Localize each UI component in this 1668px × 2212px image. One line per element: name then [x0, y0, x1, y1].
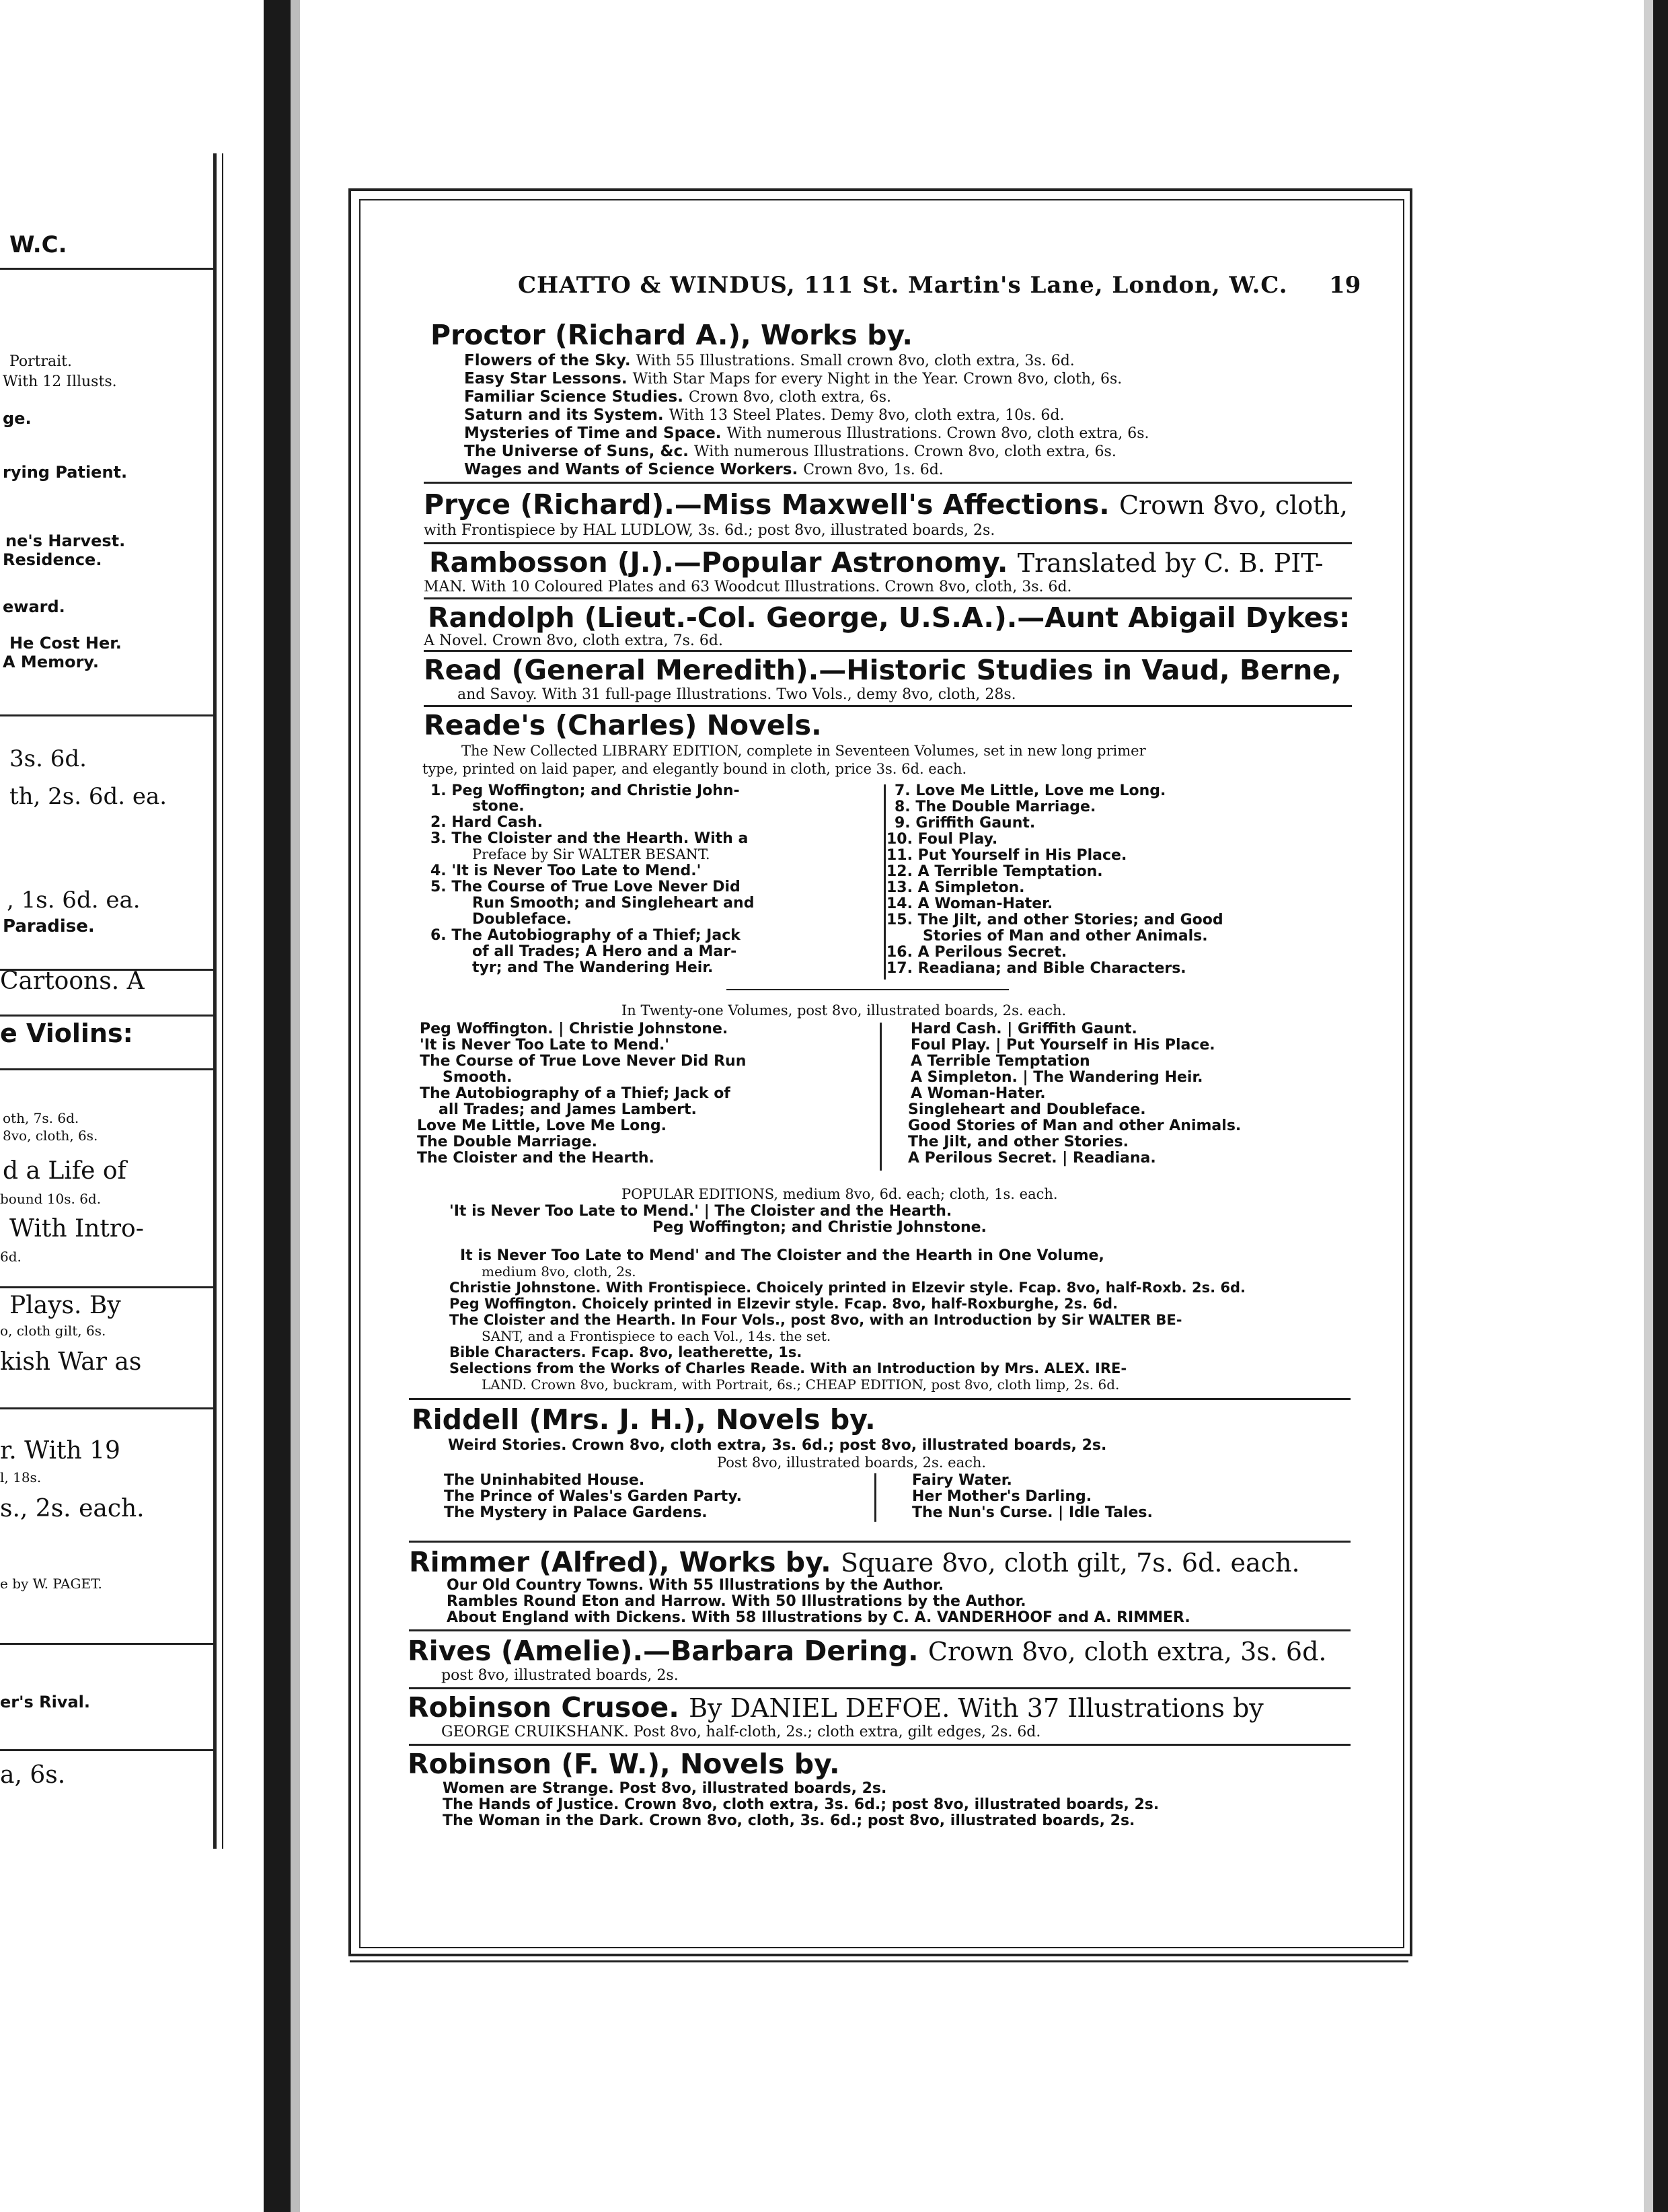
left-page-line: Plays. By: [9, 1292, 121, 1319]
popular-edition-title: 'It is Never Too Late to Mend.' | The Cloister and the Hearth.: [449, 1203, 952, 1220]
running-head: CHATTO & WINDUS, 111 St. Martin's Lane, London, W.C.: [518, 272, 1288, 299]
entry-heading-robinson: Robinson (F. W.), Novels by.: [408, 1748, 840, 1780]
section-rule: [424, 705, 1352, 707]
library-volume: Run Smooth; and Singleheart and: [472, 895, 755, 912]
section-rule: [409, 1541, 1351, 1543]
edition-line: The Cloister and the Hearth. In Four Vols., post 8vo, with an Introduction by Sir WALTER BE-: [449, 1312, 1182, 1328]
entry-heading-randolph: Randolph (Lieut.-Col. George, U.S.A.).—Aunt Abigail Dykes:: [428, 601, 1351, 634]
entry-heading-read: Read (General Meredith).—Historic Studies in Vaud, Berne,: [424, 654, 1342, 686]
book-description: With numerous Illustrations. Crown 8vo, cloth extra, 6s.: [726, 425, 1149, 442]
left-page-line: ne's Harvest.: [5, 531, 126, 550]
entry-details: Translated by C. B. PIT-: [1017, 548, 1324, 578]
edition-line: Selections from the Works of Charles Reade. With an Introduction by Mrs. ALEX. IRE-: [449, 1360, 1127, 1376]
edition-title: Singleheart and Doubleface.: [908, 1101, 1146, 1118]
library-volume: 12. A Terrible Temptation.: [886, 863, 1103, 880]
book-title: The Universe of Suns, &c.: [464, 443, 689, 460]
book-line: Our Old Country Towns. With 55 Illustrations by the Author.: [447, 1577, 944, 1594]
book-title: Her Mother's Darling.: [912, 1488, 1092, 1505]
book-description: With 55 Illustrations. Small crown 8vo, cloth extra, 3s. 6d.: [636, 353, 1075, 369]
section-rule: [424, 542, 1352, 544]
book-line: [464, 352, 1075, 369]
left-page-line: a, 6s.: [0, 1761, 66, 1789]
left-page-line: 8vo, cloth, 6s.: [3, 1128, 98, 1144]
book-title: Wages and Wants of Science Workers.: [464, 461, 798, 478]
left-page-line: Cartoons. A: [0, 967, 145, 995]
popular-editions-heading: POPULAR EDITIONS, medium 8vo, 6d. each; cloth, 1s. each.: [621, 1186, 1058, 1202]
left-page-line: r. With 19: [0, 1437, 120, 1465]
library-volume: 15. The Jilt, and other Stories; and Good: [886, 912, 1223, 928]
edition-line: medium 8vo, cloth, 2s.: [482, 1263, 636, 1280]
library-volume: 17. Readiana; and Bible Characters.: [886, 960, 1186, 977]
book-line: [464, 406, 1064, 424]
entry-details: By DANIEL DEFOE. With 37 Illustrations by: [689, 1693, 1264, 1723]
entry-name: Pryce (Richard).—Miss Maxwell's Affections.: [424, 488, 1110, 521]
book-title: Familiar Science Studies.: [464, 388, 683, 406]
left-page-line: ge.: [3, 409, 32, 428]
left-page-line: e by W. PAGET.: [0, 1576, 102, 1592]
book-line: The Woman in the Dark. Crown 8vo, cloth, 3s. 6d.; post 8vo, illustrated boards, 2s.: [443, 1812, 1135, 1829]
entry-details-line: GEORGE CRUIKSHANK. Post 8vo, half-cloth, 2s.; cloth extra, gilt edges, 2s. 6d.: [441, 1724, 1041, 1740]
entry-heading-rimmer: [409, 1546, 1300, 1578]
book-line: About England with Dickens. With 58 Illustrations by C. A. VANDERHOOF and A. RIMMER.: [447, 1609, 1190, 1626]
entry-heading-pryce: [424, 488, 1348, 521]
popular-edition-title: Peg Woffington; and Christie Johnstone.: [652, 1219, 987, 1236]
left-page-line: oth, 7s. 6d.: [3, 1110, 79, 1126]
edition-title: A Perilous Secret. | Readiana.: [908, 1150, 1156, 1167]
edition-line: Bible Characters. Fcap. 8vo, leatherette, 1s.: [449, 1344, 802, 1360]
edition-title: all Trades; and James Lambert.: [439, 1101, 697, 1118]
column-divider: [880, 1023, 882, 1171]
entry-intro: type, printed on laid paper, and elegantly bound in cloth, price 3s. 6d. each.: [422, 761, 967, 777]
edition-line: Christie Johnstone. With Frontispiece. Choicely printed in Elzevir style. Fcap. 8vo, half-Roxb. 2s. 6d.: [449, 1280, 1246, 1296]
left-page-line: Residence.: [3, 550, 102, 569]
column-divider: [874, 1473, 876, 1522]
short-rule: [726, 989, 1009, 990]
entry-name: Rives (Amelie).—Barbara Dering.: [408, 1635, 919, 1667]
edition-line: Peg Woffington. Choicely printed in Elzevir style. Fcap. 8vo, half-Roxburghe, 2s. 6d.: [449, 1296, 1119, 1312]
left-page-line: 3s. 6d.: [9, 745, 87, 772]
entry-heading-reade: Reade's (Charles) Novels.: [424, 709, 822, 741]
left-page-line: bound 10s. 6d.: [0, 1191, 102, 1207]
library-volume: Stories of Man and other Animals.: [923, 928, 1208, 945]
book-description: With Star Maps for every Night in the Year. Crown 8vo, cloth, 6s.: [632, 371, 1123, 388]
entry-name: Rambosson (J.).—Popular Astronomy.: [429, 546, 1008, 579]
edition-line: SANT, and a Frontispiece to each Vol., 14s. the set.: [482, 1328, 831, 1344]
library-volume: 4. 'It is Never Too Late to Mend.': [430, 862, 702, 879]
book-line: Women are Strange. Post 8vo, illustrated boards, 2s.: [443, 1780, 887, 1797]
entry-name: Rimmer (Alfred), Works by.: [409, 1546, 831, 1578]
book-title: The Prince of Wales's Garden Party.: [444, 1488, 742, 1505]
edition-title: A Terrible Temptation: [911, 1053, 1090, 1070]
column-divider: [884, 784, 886, 980]
left-page-line: e Violins:: [0, 1019, 133, 1048]
entry-details: Square 8vo, cloth gilt, 7s. 6d. each.: [840, 1548, 1300, 1578]
left-page-line: With Intro-: [9, 1215, 144, 1243]
book-line: [464, 370, 1122, 388]
left-page-line: He Cost Her.: [9, 634, 122, 653]
entry-name: Robinson Crusoe.: [408, 1691, 679, 1724]
edition-title: The Course of True Love Never Did Run: [420, 1053, 747, 1070]
book-title: Fairy Water.: [912, 1472, 1012, 1489]
left-page-line: eward.: [3, 597, 65, 616]
left-page-line: er's Rival.: [0, 1693, 90, 1711]
left-page-line: 6d.: [0, 1249, 22, 1265]
left-page-line: With 12 Illusts.: [3, 373, 117, 390]
edition-title: The Double Marriage.: [417, 1134, 598, 1150]
library-volume: 14. A Woman-Hater.: [886, 895, 1053, 912]
left-page-line: Paradise.: [3, 916, 95, 936]
edition-line: LAND. Crown 8vo, buckram, with Portrait, 6s.; CHEAP EDITION, post 8vo, cloth limp, 2s. 6d.: [482, 1376, 1120, 1393]
library-volume: of all Trades; A Hero and a Mar-: [472, 943, 737, 960]
edition-title: A Woman-Hater.: [911, 1085, 1046, 1102]
book-title: The Nun's Curse. | Idle Tales.: [912, 1504, 1153, 1521]
section-rule: [424, 597, 1352, 599]
entry-heading-proctor: Proctor (Richard A.), Works by.: [430, 319, 913, 351]
edition-heading: In Twenty-one Volumes, post 8vo, illustrated boards, 2s. each.: [621, 1002, 1067, 1019]
book-title: Saturn and its System.: [464, 406, 664, 424]
book-title: The Uninhabited House.: [444, 1472, 645, 1489]
book-title: The Mystery in Palace Gardens.: [444, 1504, 708, 1521]
library-volume: 13. A Simpleton.: [886, 879, 1025, 896]
left-page-line: th, 2s. 6d. ea.: [9, 783, 167, 810]
book-description: Crown 8vo, 1s. 6d.: [803, 462, 944, 478]
edition-title: Foul Play. | Put Yourself in His Place.: [911, 1037, 1215, 1054]
book-line: Weird Stories. Crown 8vo, cloth extra, 3s. 6d.; post 8vo, illustrated boards, 2s.: [448, 1437, 1107, 1454]
book-description: With 13 Steel Plates. Demy 8vo, cloth extra, 10s. 6d.: [669, 407, 1065, 424]
library-volume: 3. The Cloister and the Hearth. With a: [430, 830, 749, 847]
edition-title: The Jilt, and other Stories.: [908, 1134, 1129, 1150]
library-volume: 5. The Course of True Love Never Did: [430, 879, 741, 895]
book-title: Mysteries of Time and Space.: [464, 425, 722, 442]
edition-title: Good Stories of Man and other Animals.: [908, 1117, 1242, 1134]
library-volume: stone.: [472, 798, 525, 815]
book-description: Crown 8vo, cloth extra, 6s.: [689, 389, 892, 406]
edition-title: The Cloister and the Hearth.: [417, 1150, 654, 1167]
entry-details-line: post 8vo, illustrated boards, 2s.: [441, 1667, 679, 1684]
left-page-line: o, cloth gilt, 6s.: [0, 1323, 106, 1339]
library-volume: 2. Hard Cash.: [430, 814, 543, 831]
entry-heading-robinson-crusoe: [408, 1691, 1264, 1724]
edition-title: Smooth.: [443, 1069, 513, 1086]
section-rule: [424, 482, 1352, 484]
left-page-line: , 1s. 6d. ea.: [7, 887, 141, 914]
entry-details-line: MAN. With 10 Coloured Plates and 63 Woodcut Illustrations. Crown 8vo, cloth, 3s. 6d.: [424, 579, 1072, 595]
book-line: The Hands of Justice. Crown 8vo, cloth extra, 3s. 6d.; post 8vo, illustrated boards, 2s.: [443, 1796, 1160, 1813]
left-page-line: l, 18s.: [0, 1469, 42, 1485]
section-rule: [424, 650, 1352, 652]
book-line: [464, 461, 944, 478]
book-line: [464, 388, 891, 406]
entry-details-line: and Savoy. With 31 full-page Illustrations. Two Vols., demy 8vo, cloth, 28s.: [457, 686, 1016, 703]
page-number: 19: [1329, 272, 1361, 299]
section-rule: [409, 1744, 1351, 1746]
entry-details-line: with Frontispiece by HAL LUDLOW, 3s. 6d.; post 8vo, illustrated boards, 2s.: [424, 522, 995, 539]
library-volume: 16. A Perilous Secret.: [886, 944, 1067, 961]
edition-title: The Autobiography of a Thief; Jack of: [420, 1085, 730, 1102]
left-page-line: d a Life of: [3, 1157, 126, 1185]
section-rule: [409, 1398, 1351, 1400]
edition-heading: Post 8vo, illustrated boards, 2s. each.: [717, 1454, 987, 1471]
entry-details-line: A Novel. Crown 8vo, cloth extra, 7s. 6d.: [424, 632, 723, 649]
book-title: Easy Star Lessons.: [464, 370, 628, 388]
edition-title: Peg Woffington. | Christie Johnstone.: [420, 1021, 728, 1037]
library-volume: tyr; and The Wandering Heir.: [472, 959, 714, 976]
library-volume: 1. Peg Woffington; and Christie John-: [430, 782, 740, 799]
edition-title: 'It is Never Too Late to Mend.': [420, 1037, 670, 1054]
edition-title: Love Me Little, Love Me Long.: [417, 1117, 667, 1134]
book-line: Rambles Round Eton and Harrow. With 50 Illustrations by the Author.: [447, 1593, 1026, 1610]
book-description: With numerous Illustrations. Crown 8vo, cloth extra, 6s.: [693, 443, 1116, 460]
section-rule: [409, 1687, 1351, 1689]
entry-intro: The New Collected LIBRARY EDITION, complete in Seventeen Volumes, set in new long primer: [461, 743, 1146, 759]
left-page-line: s., 2s. each.: [0, 1495, 145, 1522]
edition-title: A Simpleton. | The Wandering Heir.: [911, 1069, 1203, 1086]
library-volume: 7. Love Me Little, Love me Long.: [895, 782, 1166, 799]
left-page-line: W.C.: [9, 231, 67, 258]
library-volume: 10. Foul Play.: [886, 831, 998, 848]
library-volume: 8. The Double Marriage.: [895, 799, 1096, 815]
entry-heading-riddell: Riddell (Mrs. J. H.), Novels by.: [412, 1403, 876, 1436]
book-line: [464, 425, 1149, 442]
section-rule: [409, 1629, 1351, 1631]
left-page-line: rying Patient.: [3, 463, 128, 482]
book-line: [464, 443, 1116, 460]
left-page-line: kish War as: [0, 1348, 142, 1376]
edition-title: Hard Cash. | Griffith Gaunt.: [911, 1021, 1137, 1037]
edition-line: It is Never Too Late to Mend' and The Cloister and the Hearth in One Volume,: [460, 1247, 1104, 1264]
library-volume: Preface by Sir WALTER BESANT.: [472, 846, 710, 862]
entry-heading-rives: [408, 1635, 1327, 1667]
entry-details: Crown 8vo, cloth,: [1119, 490, 1348, 520]
entry-heading-rambosson: [429, 546, 1324, 579]
book-title: Flowers of the Sky.: [464, 352, 631, 369]
left-page-line: A Memory.: [3, 653, 99, 671]
library-volume: 9. Griffith Gaunt.: [895, 815, 1036, 832]
entry-details: Crown 8vo, cloth extra, 3s. 6d.: [927, 1637, 1327, 1666]
library-volume: 6. The Autobiography of a Thief; Jack: [430, 927, 741, 944]
library-volume: 11. Put Yourself in His Place.: [886, 847, 1127, 864]
library-volume: Doubleface.: [472, 911, 572, 928]
left-page-line: Portrait.: [9, 353, 73, 370]
